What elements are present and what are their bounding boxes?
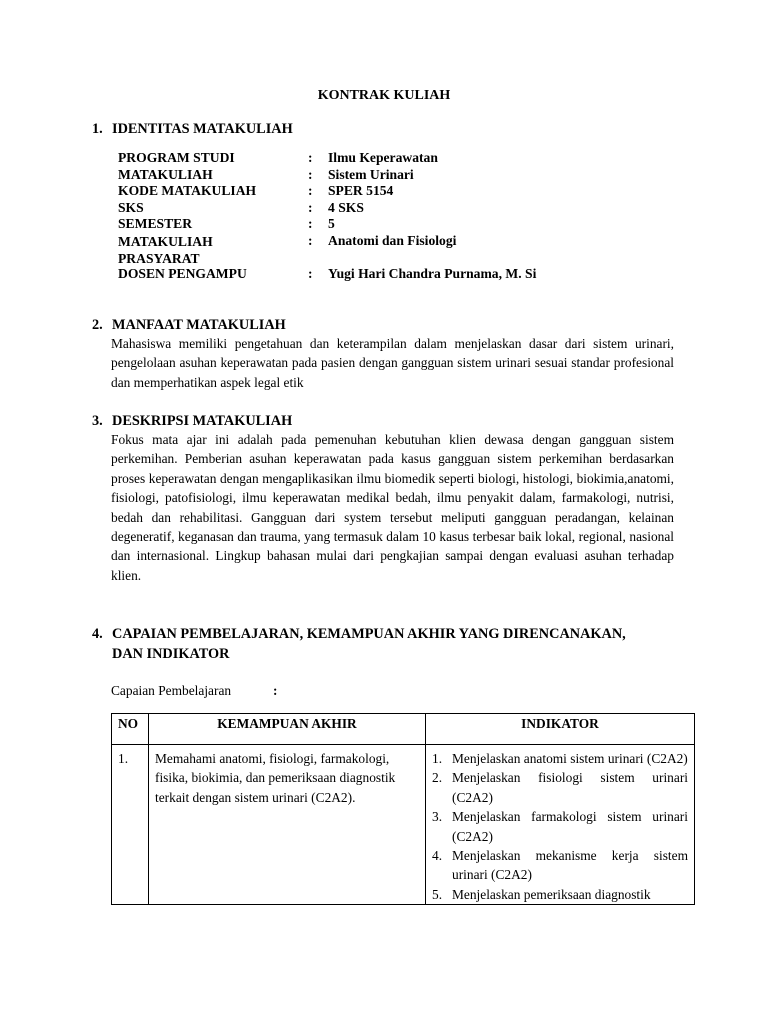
indikator-number: 4.: [432, 848, 443, 864]
indikator-text: Menjelaskan anatomi sistem urinari (C2A2): [452, 751, 688, 766]
identity-colon: :: [308, 265, 313, 281]
indikator-item: [432, 846, 688, 885]
capaian-label-row: [111, 682, 278, 700]
identity-colon: :: [308, 150, 313, 165]
indikator-text: Menjelaskan pemeriksaan diagnostik: [452, 886, 651, 902]
identity-label: KODE MATAKULIAH: [118, 183, 257, 199]
identity-label: PROGRAM STUDI: [118, 150, 235, 165]
indikator-number: 1.: [432, 751, 443, 766]
document-title: KONTRAK KULIAH: [317, 88, 451, 103]
capaian-table: [111, 713, 695, 905]
indikator-text: Menjelaskan mekanisme kerja sistem urinari (C2A2): [452, 848, 688, 883]
indikator-item: [432, 807, 688, 846]
header-indikator: INDIKATOR: [426, 714, 695, 745]
identity-colon: :: [308, 183, 313, 199]
indikator-number: 3.: [432, 809, 443, 825]
indikator-number: 5.: [432, 886, 443, 902]
identity-label: MATAKULIAH PRASYARAT: [118, 233, 213, 266]
identity-value: Ilmu Keperawatan: [328, 150, 438, 165]
identity-label: DOSEN PENGAMPU: [118, 265, 247, 281]
indikator-text: Menjelaskan farmakologi sistem urinari (C2A2): [452, 809, 688, 844]
indikator-number: 2.: [432, 770, 443, 786]
section-title: CAPAIAN PEMBELAJARAN, KEMAMPUAN AKHIR YANG DIRENCANAKAN,: [112, 626, 626, 642]
identity-colon: :: [308, 166, 313, 182]
section-number: 2.: [92, 317, 103, 333]
identity-colon: :: [308, 216, 313, 232]
indikator-cell: [426, 745, 695, 905]
indikator-text: Menjelaskan fisiologi sistem urinari (C2A2): [452, 770, 688, 805]
capaian-colon: :: [273, 683, 278, 698]
deskripsi-paragraph: Fokus mata ajar ini adalah pada pemenuhan kebutuhan klien dewasa dengan gangguan sistem perkemihan. Pemberian asuhan keperawatan pada kasus gangguan sistem perkemihan berdasarkan proses keperawatan dengan mengaplikasikan ilmu biomedik seperti biologi, histologi, biokimia,anatomi, fisiologi, patofisiologi, ilmu keperawatan medikal bedah, ilmu penyakit dalam, farmakologi, nutrisi, bedah dan rehabilitasi. Gangguan dari system tersebut meliputi gangguan peradangan, kelainan degeneratif, keganasan dan trauma, yang termasuk dalam 10 kasus terbesar baik lokal, regional, nasional dan internasional. Lingkup bahasan mulai dari pengkajian sampai dengan evaluasi asuhan terhadap klien.: [111, 432, 674, 583]
identity-value: 5: [328, 216, 335, 232]
row-number: 1.: [112, 745, 149, 905]
section-title-continued: DAN INDIKATOR: [112, 646, 230, 662]
identity-value: Anatomi dan Fisiologi: [328, 232, 457, 248]
kemampuan-akhir-cell: Memahami anatomi, fisiologi, farmakologi, fisika, biokimia, dan pemeriksaan diagnostik terkait dengan sistem urinari (C2A2).: [149, 745, 426, 905]
indikator-item: [432, 749, 688, 768]
indikator-item: [432, 885, 688, 904]
identity-label: MATAKULIAH: [118, 166, 213, 182]
section-title: MANFAAT MATAKULIAH: [112, 317, 286, 333]
identity-label: SEMESTER: [118, 216, 193, 232]
header-no: NO: [112, 714, 149, 745]
section-title: DESKRIPSI MATAKULIAH: [112, 413, 293, 429]
table-row: [112, 745, 695, 905]
table-header-row: [112, 714, 695, 745]
identity-value: 4 SKS: [328, 199, 364, 215]
identity-colon: :: [308, 232, 313, 248]
indikator-list: [432, 749, 688, 904]
header-kemampuan-akhir: KEMAMPUAN AKHIR: [149, 714, 426, 745]
section-title: IDENTITAS MATAKULIAH: [112, 121, 293, 137]
identity-colon: :: [308, 199, 313, 215]
indikator-item: [432, 768, 688, 807]
section-number: 4.: [92, 626, 103, 642]
identity-value: Yugi Hari Chandra Purnama, M. Si: [328, 265, 537, 281]
identity-value: Sistem Urinari: [328, 166, 414, 182]
identity-value: SPER 5154: [328, 183, 394, 199]
manfaat-paragraph: Mahasiswa memiliki pengetahuan dan keterampilan dalam menjelaskan dasar dari sistem urinari, pengelolaan asuhan keperawatan pada pasien dengan gangguan sistem urinari sesuai standar profesional dan memperhatikan aspek legal etik: [111, 336, 674, 390]
capaian-label: Capaian Pembelajaran: [111, 683, 232, 698]
section-number: 1.: [92, 121, 103, 137]
section-number: 3.: [92, 413, 103, 429]
identity-label: SKS: [118, 199, 144, 215]
